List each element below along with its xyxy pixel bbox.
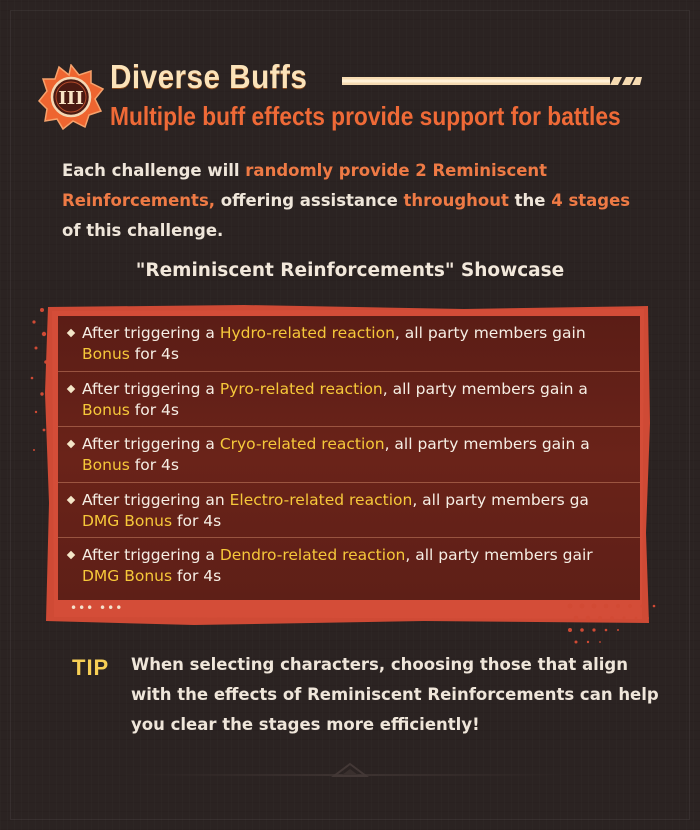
list-item: After triggering a Hydro-related reaction, all party members gain Bonus for 4s — [58, 316, 640, 372]
halftone-dots-decoration — [560, 600, 690, 650]
footer-divider-decoration — [120, 762, 580, 782]
tip-text: When selecting characters, choosing those that align with the effects of Reminiscent Reinforcements can help you clear the stages more efficiently! — [131, 655, 659, 734]
highlight-stages: 4 stages — [551, 191, 631, 210]
roman-numeral-emblem-icon — [38, 64, 104, 130]
list-item: After triggering a Cryo-related reaction, all party members gain a Bonus for 4s — [58, 427, 640, 483]
diamond-bullet-icon — [67, 440, 75, 448]
halftone-dots-left-decoration — [22, 300, 52, 470]
section-title: Diverse Buffs — [110, 58, 308, 95]
diamond-bullet-icon — [67, 329, 75, 337]
diamond-bullet-icon — [67, 551, 75, 559]
svg-text:III: III — [58, 88, 84, 109]
list-item: After triggering a Pyro-related reaction, all party members gain a Bonus for 4s — [58, 372, 640, 428]
diamond-bullet-icon — [67, 496, 75, 504]
highlight-reinforcements: randomly provide 2 Reminiscent Reinforcements, — [62, 161, 548, 210]
highlight-throughout: throughout — [403, 191, 509, 210]
reinforcements-list — [58, 316, 640, 600]
showcase-title: "Reminiscent Reinforcements" Showcase — [135, 260, 565, 281]
tip-label: TIP — [72, 655, 110, 680]
intro-paragraph: Each challenge will randomly provide 2 Reminiscent Reinforcements, offering assistance throughout the 4 stages of this challenge. — [62, 161, 631, 240]
diamond-bullet-icon — [67, 384, 75, 392]
list-item: After triggering a Dendro-related reaction, all party members gair DMG Bonus for 4s — [58, 538, 640, 594]
section-subtitle: Multiple buff effects provide support for battles — [110, 101, 621, 131]
title-underline-decoration — [342, 74, 642, 88]
more-items-indicator: ••• ••• — [70, 601, 124, 615]
list-item: After triggering an Electro-related reaction, all party members ga DMG Bonus for 4s — [58, 483, 640, 539]
